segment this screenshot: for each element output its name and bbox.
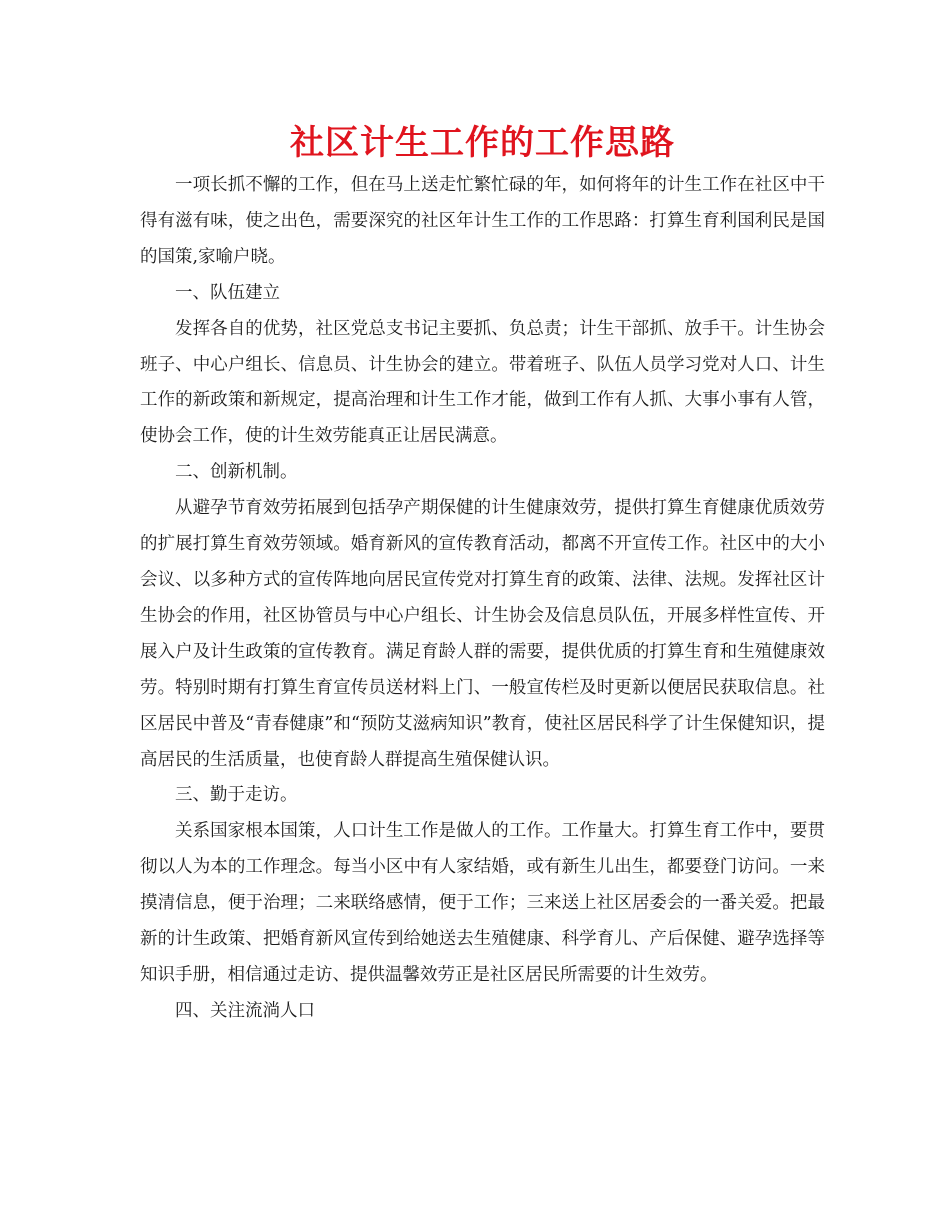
section-heading-1: 一、队伍建立	[175, 282, 280, 303]
intro-paragraph: 一项长抓不懈的工作，但在马上送走忙繁忙碌的年，如何将年的计生工作在社区中干得有滋有味，使之出色，需要深究的社区年计生工作的工作思路：打算生育利国利民是国的国策,家喻户晓。	[140, 175, 825, 267]
section-paragraph-3: 关系国家根本国策，人口计生工作是做人的工作。工作量大。打算生育工作中，要贯彻以人为本的工作理念。每当小区中有人家结婚，或有新生儿出生，都要登门访问。一来摸清信息，便于治理；二来联络感情，便于工作；三来送上社区居委会的一番关爱。把最新的计生政策、把婚育新风宣传到给她送去生殖健康、科学育儿、产后保健、避孕选择等知识手册，相信通过走访、提供温馨效劳正是社区居民所需要的计生效劳。	[140, 821, 825, 985]
section-paragraph-1: 发挥各自的优势，社区党总支书记主要抓、负总责；计生干部抓、放手干。计生协会班子、中心户组长、信息员、计生协会的建立。带着班子、队伍人员学习党对人口、计生工作的新政策和新规定，提高治理和计生工作才能，做到工作有人抓、大事小事有人管，使协会工作，使的计生效劳能真正让居民满意。	[140, 318, 825, 447]
document-title: 社区计生工作的工作思路	[290, 123, 675, 163]
section-heading-3: 三、勤于走访。	[175, 785, 298, 806]
section-heading-4: 四、关注流淌人口	[175, 1000, 315, 1021]
section-paragraph-2: 从避孕节育效劳拓展到包括孕产期保健的计生健康效劳，提供打算生育健康优质效劳的扩展打算生育效劳领域。婚育新风的宣传教育活动，都离不开宣传工作。社区中的大小会议、以多种方式的宣传阵地向居民宣传党对打算生育的政策、法律、法规。发挥社区计生协会的作用，社区协管员与中心户组长、计生协会及信息员队伍，开展多样性宣传、开展入户及计生政策的宣传教育。满足育龄人群的需要，提供优质的打算生育和生殖健康效劳。特别时期有打算生育宣传员送材料上门、一般宣传栏及时更新以便居民获取信息。社区居民中普及“青春健康”和“预防艾滋病知识”教育，使社区居民科学了计生保健知识，提高居民的生活质量，也使育龄人群提高生殖保健认识。	[140, 498, 825, 770]
document-page	[140, 118, 825, 1030]
section-heading-2: 二、创新机制。	[175, 462, 298, 483]
